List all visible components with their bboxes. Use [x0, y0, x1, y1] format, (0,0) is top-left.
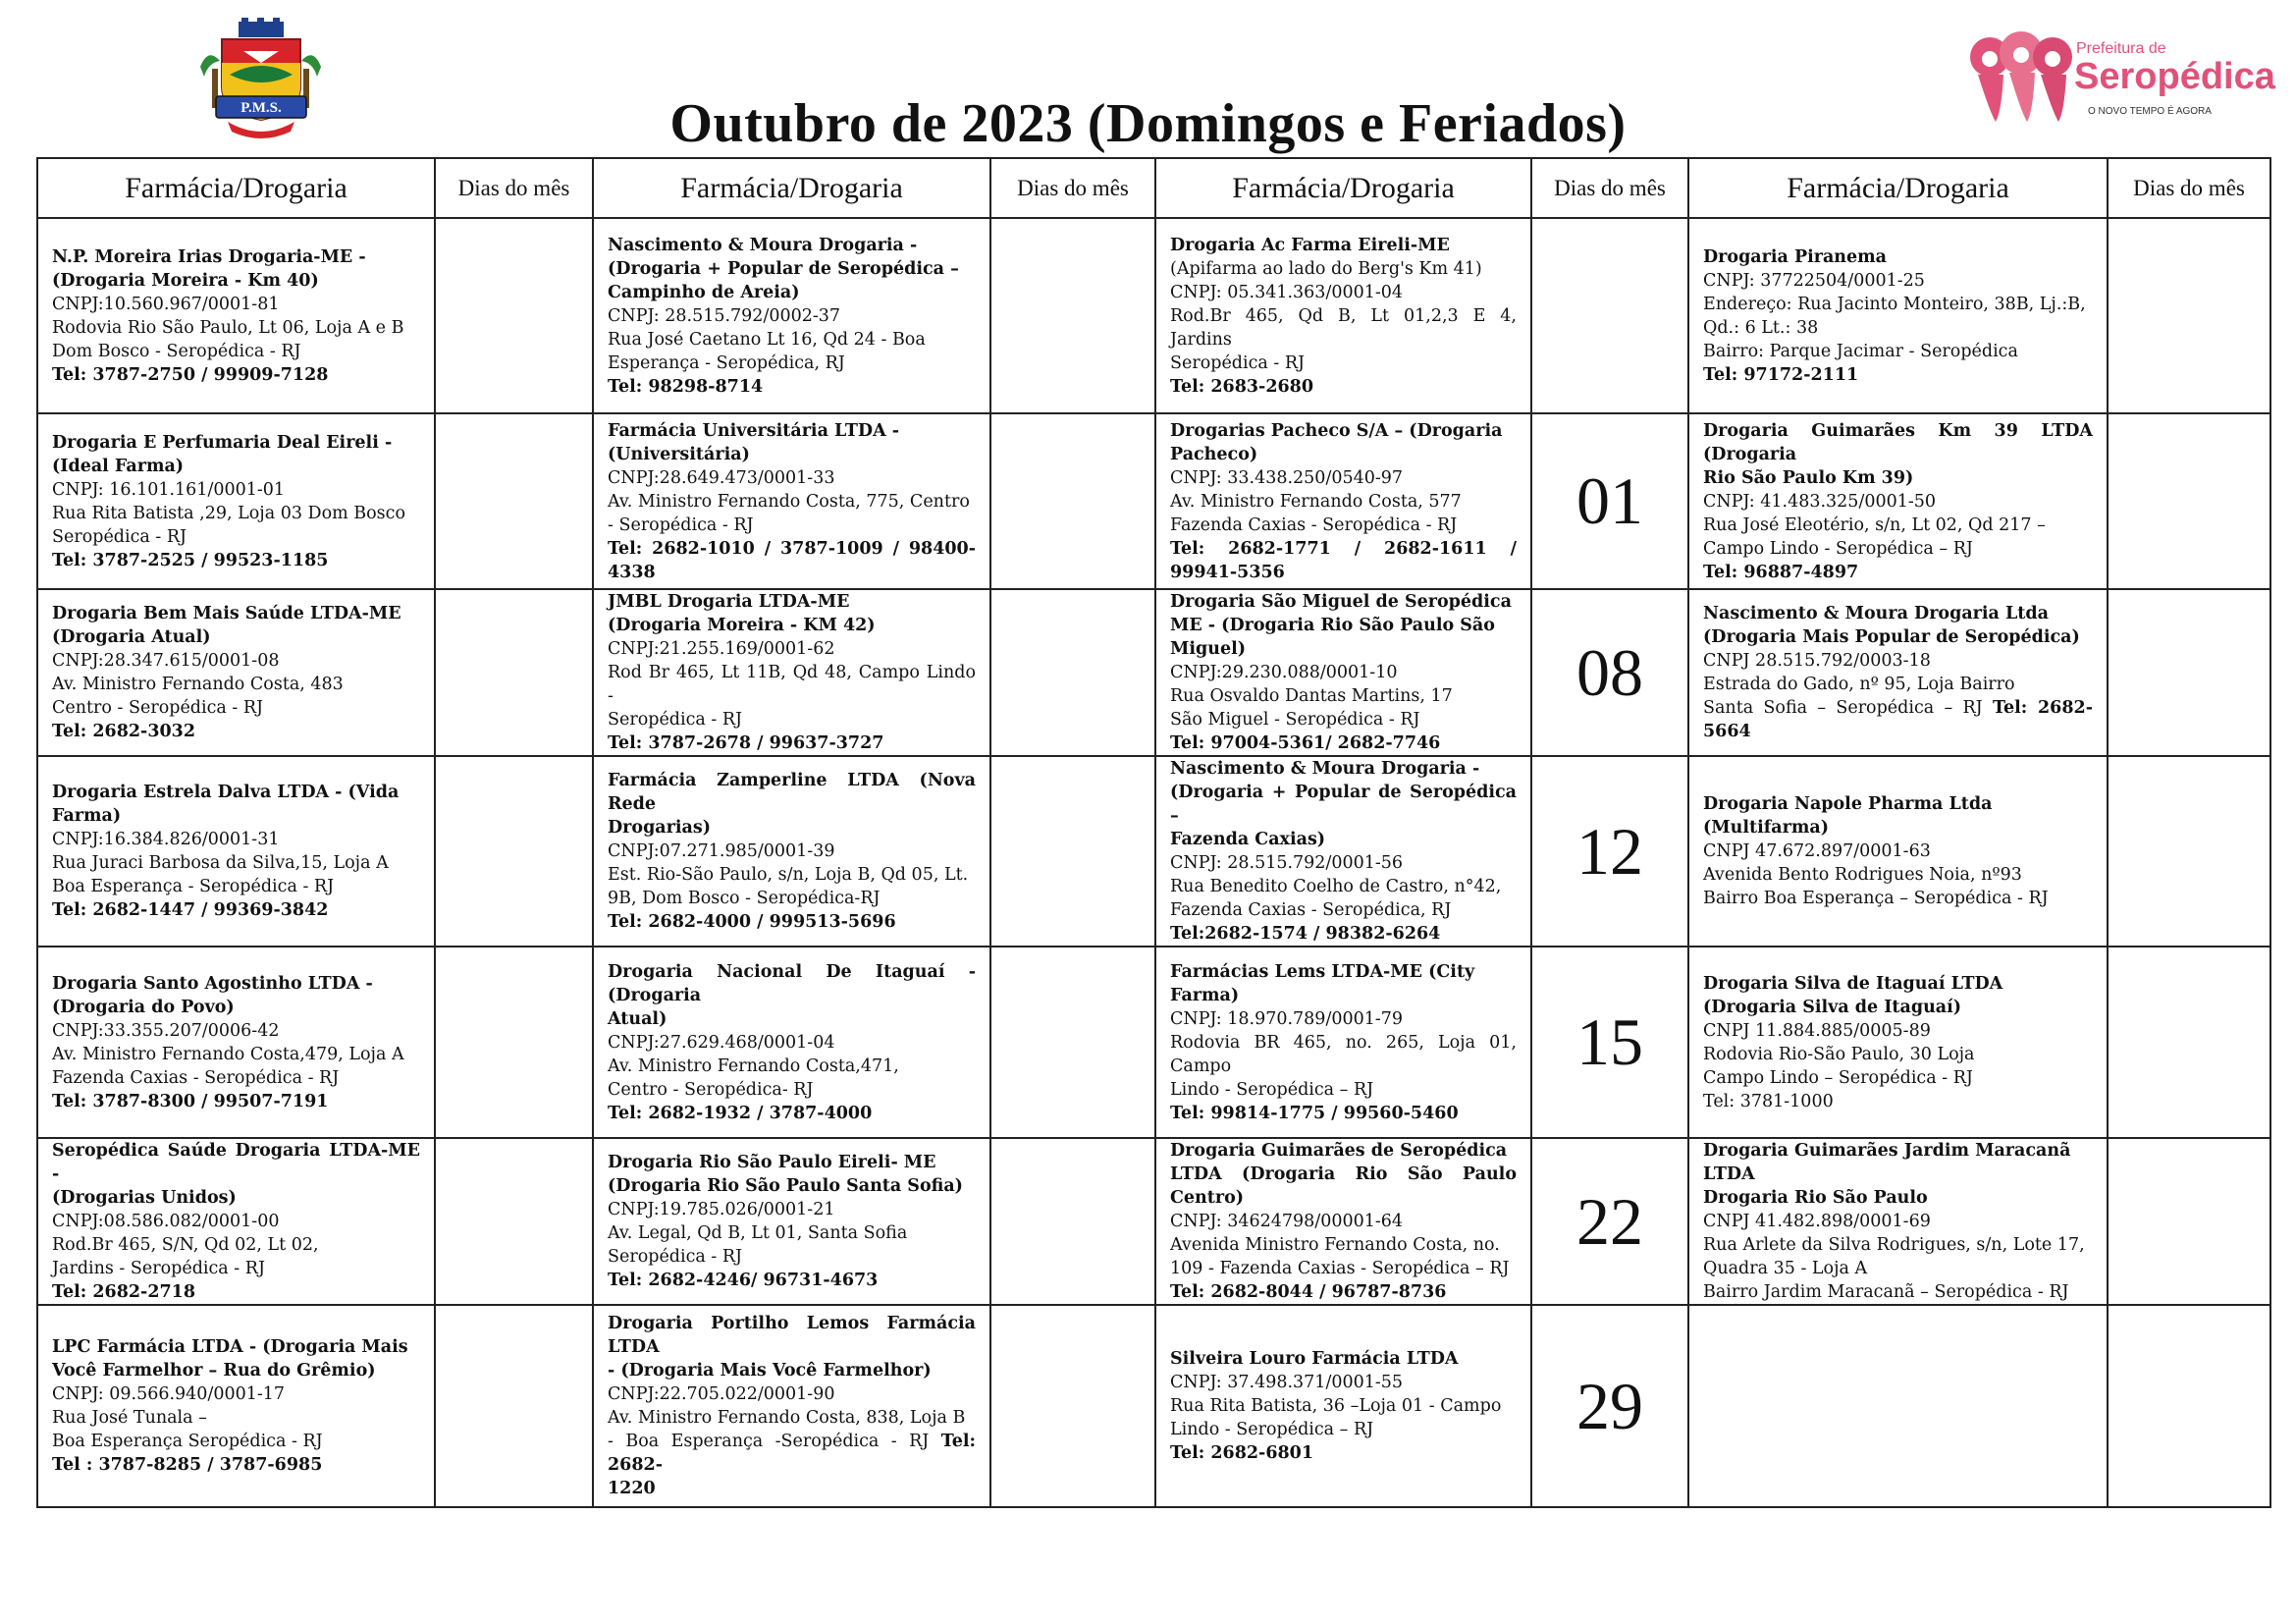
day-of-month-cell: 01 [1531, 413, 1688, 589]
pharmacy-info-line: CNPJ 28.515.792/0003-18 [1703, 651, 1931, 671]
pharmacy-info-line: Fazenda Caxias - Seropédica - RJ [1170, 514, 1458, 535]
pharmacy-info-line: Rod Br 465, Lt 11B, Qd 48, Campo Lindo - [608, 663, 976, 706]
pharmacy-info-line: CNPJ: 37.498.371/0001-55 [1170, 1373, 1404, 1392]
column-header-days: Dias do mês [1531, 158, 1688, 218]
pharmacy-info-line: CNPJ 11.884.885/0005-89 [1703, 1020, 1931, 1041]
pharmacy-name-line: (Ideal Farma) [52, 456, 185, 476]
pharmacy-phone: Tel: 2682-2718 [52, 1282, 196, 1302]
pharmacy-info-line: Rua Arlete da Silva Rodrigues, s/n, Lote 17, [1703, 1235, 2085, 1255]
pharmacy-phone: Tel: 98298-8714 [608, 376, 764, 397]
pharmacy-name-line: Drogarias Pacheco S/A – (Drogaria [1170, 420, 1503, 441]
day-of-month-cell [990, 947, 1155, 1138]
pharmacy-name-line: (Drogaria + Popular de Seropédica – [1170, 783, 1517, 826]
pharmacy-name-line: Drogaria Ac Farma Eireli-ME [1170, 235, 1450, 255]
pharmacy-address-text: Santa Sofia – Seropédica – RJ [1703, 698, 1983, 718]
pharmacy-name-line: - (Drogaria Mais Você Farmelhor) [608, 1361, 932, 1380]
day-of-month-cell: 08 [1531, 589, 1688, 756]
pharmacy-cell [593, 1138, 990, 1305]
pharmacy-name-line: Farmácias Lems LTDA-ME (City [1170, 961, 1475, 982]
pharmacy-name-line: Nascimento & Moura Drogaria Ltda [1703, 604, 2049, 623]
pharmacy-info-line: CNPJ:33.355.207/0006-42 [52, 1020, 280, 1041]
day-of-month-cell [435, 756, 593, 947]
pharmacy-name-line: Silveira Louro Farmácia LTDA [1170, 1349, 1459, 1369]
pharmacy-name-line: LPC Farmácia LTDA - (Drogaria Mais [52, 1337, 408, 1357]
pharmacy-phone: Tel: 97004-5361/ 2682-7746 [1170, 733, 1441, 753]
pharmacy-phone: Tel:2682-1574 / 98382-6264 [1170, 924, 1441, 944]
pharmacy-cell [37, 413, 435, 589]
pharmacy-name-line: (Drogaria Rio São Paulo Santa Sofia) [608, 1176, 963, 1196]
pharmacy-name-line: Nascimento & Moura Drogaria - [608, 235, 918, 255]
pharmacy-info-line: CNPJ:28.347.615/0001-08 [52, 651, 280, 671]
pharmacy-name-line: N.P. Moreira Irias Drogaria-ME - [52, 246, 366, 267]
pharmacy-name-line: Você Farmelhor – Rua do Grêmio) [52, 1361, 376, 1380]
pharmacy-schedule-table [36, 157, 2271, 1508]
table-row [37, 218, 2270, 413]
pharmacy-info-line: CNPJ:08.586.082/0001-00 [52, 1212, 280, 1231]
day-of-month-cell [2108, 589, 2270, 756]
pharmacy-name-line: Fazenda Caxias) [1170, 830, 1326, 849]
pharmacy-name-line: Drogaria Nacional De Itaguaí -(Drogaria [608, 961, 976, 1005]
page-title: Outubro de 2023 (Domingos e Feriados) [669, 93, 1627, 154]
pharmacy-info-line: Quadra 35 - Loja A [1703, 1259, 1868, 1278]
pharmacy-info-line: Rua Rita Batista ,29, Loja 03 Dom Bosco [52, 503, 405, 523]
pharmacy-info-line: Rod.Br 465, S/N, Qd 02, Lt 02, [52, 1235, 319, 1255]
day-of-month-cell: 12 [1531, 756, 1688, 947]
pharmacy-name-line: JMBL Drogaria LTDA-ME [608, 592, 850, 612]
pharmacy-info-line: Rua José Eleotério, s/n, Lt 02, Qd 217 – [1703, 514, 2046, 535]
pharmacy-info-line: Av. Ministro Fernando Costa,471, [608, 1056, 899, 1076]
pharmacy-info-line: CNPJ:22.705.022/0001-90 [608, 1384, 835, 1404]
pharmacy-name-line: Drogarias) [608, 818, 711, 838]
table-row [37, 1138, 2270, 1305]
pharmacy-info-line: Rua Benedito Coelho de Castro, n°42, [1170, 877, 1502, 896]
column-header-days: Dias do mês [2108, 158, 2270, 218]
pharmacy-info-line: CNPJ:28.649.473/0001-33 [608, 467, 835, 488]
day-of-month-cell [990, 1138, 1155, 1305]
pharmacy-info-line: Av. Ministro Fernando Costa, 838, Loja B [608, 1408, 966, 1428]
pharmacy-info-line [1703, 696, 2093, 743]
pharmacy-info-line: CNPJ:07.271.985/0001-39 [608, 841, 835, 861]
day-of-month-cell [2108, 413, 2270, 589]
pharmacy-address-text: - Boa Esperança -Seropédica - RJ [608, 1432, 930, 1451]
pharmacy-name-line: Drogaria Napole Pharma Ltda [1703, 794, 1993, 814]
pharmacy-info-line: Endereço: Rua Jacinto Monteiro, 38B, Lj.:B, [1703, 294, 2086, 314]
pharmacy-info-line: 109 - Fazenda Caxias - Seropédica – RJ [1170, 1259, 1510, 1278]
pharmacy-info-line [608, 1430, 976, 1477]
pharmacy-phone: Tel: 3787-8300 / 99507-7191 [52, 1091, 329, 1111]
pharmacy-cell [1688, 947, 2108, 1138]
day-of-month-cell: 29 [1531, 1305, 1688, 1507]
pharmacy-name-line: (Drogaria Moreira - KM 42) [608, 616, 876, 635]
day-of-month-cell: 15 [1531, 947, 1688, 1138]
pharmacy-cell [1688, 756, 2108, 947]
pharmacy-name-line: Farmácia Universitária LTDA - [608, 420, 900, 441]
pharmacy-cell [1688, 413, 2108, 589]
pharmacy-cell [37, 756, 435, 947]
pharmacy-info-line: Dom Bosco - Seropédica - RJ [52, 341, 301, 361]
pharmacy-info-line: CNPJ:29.230.088/0001-10 [1170, 663, 1398, 682]
pharmacy-name-line: Farma) [52, 806, 122, 826]
pharmacy-name-line: Drogaria Piranema [1703, 246, 1888, 267]
pharmacy-info-line: - Seropédica - RJ [608, 514, 754, 535]
day-of-month-cell [435, 1138, 593, 1305]
pharmacy-info-line: Av. Ministro Fernando Costa,479, Loja A [52, 1044, 404, 1064]
pharmacy-phone: Tel: 3787-2525 / 99523-1185 [52, 550, 329, 570]
pharmacy-info-line: Fazenda Caxias - Seropédica, RJ [1170, 900, 1452, 920]
pharmacy-info-line: (Apifarma ao lado do Berg's Km 41) [1170, 258, 1482, 279]
pharmacy-cell [37, 1138, 435, 1305]
pharmacy-info-line: CNPJ: 18.970.789/0001-79 [1170, 1008, 1404, 1029]
pharmacy-phone: Tel: 2682- [608, 1432, 976, 1475]
pharmacy-info-line: Rua José Tunala – [52, 1408, 207, 1428]
pharmacy-phone: Tel: 96887-4897 [1703, 562, 1859, 582]
pharmacy-name-line: Nascimento & Moura Drogaria - [1170, 759, 1480, 779]
pharmacy-info-line: CNPJ:27.629.468/0001-04 [608, 1032, 835, 1053]
pharmacy-phone: Tel: 2682-4246/ 96731-4673 [608, 1271, 879, 1290]
pharmacy-info-line: CNPJ 41.482.898/0001-69 [1703, 1212, 1931, 1231]
pharmacy-info-line: Lindo - Seropédica – RJ [1170, 1420, 1374, 1439]
pharmacy-name-line: (Drogaria + Popular de Seropédica – [608, 258, 959, 279]
pharmacy-cell [1688, 589, 2108, 756]
pharmacy-cell [1155, 413, 1531, 589]
pharmacy-name-line: Campinho de Areia) [608, 282, 800, 302]
day-of-month-cell [2108, 1138, 2270, 1305]
pharmacy-info-line: Boa Esperança - Seropédica - RJ [52, 877, 335, 896]
column-header-days: Dias do mês [990, 158, 1155, 218]
pharmacy-info-line: CNPJ:16.384.826/0001-31 [52, 830, 280, 849]
pharmacy-phone: Tel: 3787-2750 / 99909-7128 [52, 364, 329, 385]
pharmacy-info-line: Rua Osvaldo Dantas Martins, 17 [1170, 686, 1453, 706]
pharmacy-cell [593, 218, 990, 413]
pharmacy-cell [1155, 756, 1531, 947]
pharmacy-info-line: Seropédica - RJ [608, 1247, 743, 1267]
pharmacy-name-line: Drogaria Rio São Paulo [1703, 1188, 1928, 1208]
pharmacy-info-line: CNPJ: 28.515.792/0002-37 [608, 305, 841, 326]
pharmacy-info-line: Tel: 3781-1000 [1703, 1091, 1834, 1111]
pharmacy-phone: Tel: 2682-1447 / 99369-3842 [52, 900, 329, 920]
pharmacy-name-line: Drogaria Silva de Itaguaí LTDA [1703, 973, 2003, 994]
pharmacy-name-line: Farmácia Zamperline LTDA (Nova Rede [608, 771, 976, 814]
day-of-month-cell [990, 589, 1155, 756]
pharmacy-name-line: (Drogarias Unidos) [52, 1188, 237, 1208]
pharmacy-info-line: 9B, Dom Bosco - Seropédica-RJ [608, 889, 881, 908]
pharmacy-name-line: (Drogaria Mais Popular de Seropédica) [1703, 627, 2080, 647]
pharmacy-name-line: (Drogaria do Povo) [52, 997, 235, 1017]
logo-left-text: P.M.S. [240, 100, 282, 116]
pharmacy-phone: Tel: 2682-3032 [52, 722, 196, 741]
pharmacy-info-line: Lindo - Seropédica – RJ [1170, 1079, 1374, 1100]
pharmacy-info-line: Rodovia Rio-São Paulo, 30 Loja [1703, 1044, 1975, 1064]
pharmacy-info-line: Fazenda Caxias - Seropédica - RJ [52, 1067, 340, 1088]
pharmacy-name-line: Farma) [1170, 985, 1240, 1005]
pharmacy-phone: Tel: 2683-2680 [1170, 376, 1314, 397]
pharmacy-phone: Tel : 3787-8285 / 3787-6985 [52, 1455, 323, 1475]
pharmacy-cell [593, 589, 990, 756]
pharmacy-info-line: Qd.: 6 Lt.: 38 [1703, 317, 1819, 338]
pharmacy-phone: 1220 [608, 1479, 656, 1498]
pharmacy-info-line: Campo Lindo – Seropédica - RJ [1703, 1067, 1973, 1088]
pharmacy-info-line: São Miguel - Seropédica - RJ [1170, 710, 1420, 730]
day-of-month-cell [990, 756, 1155, 947]
pharmacy-name-line: Drogaria E Perfumaria Deal Eireli - [52, 432, 393, 453]
column-header-days: Dias do mês [435, 158, 593, 218]
pharmacy-info-line: Rodovia BR 465, no. 265, Loja 01, Campo [1170, 1032, 1517, 1076]
pharmacy-info-line: CNPJ 47.672.897/0001-63 [1703, 841, 1931, 861]
pharmacy-phone: Tel: 97172-2111 [1703, 364, 1859, 385]
pharmacy-phone: Tel: 2682-4000 / 999513-5696 [608, 912, 896, 932]
pharmacy-cell [1155, 1305, 1531, 1507]
day-of-month-cell [2108, 218, 2270, 413]
pharmacy-info-line: CNPJ: 28.515.792/0001-56 [1170, 853, 1404, 873]
pharmacy-phone: Tel: 2682-5664 [1703, 698, 2093, 741]
pharmacy-cell [1688, 1305, 2108, 1507]
pharmacy-cell [37, 218, 435, 413]
pharmacy-name-line: Drogaria Bem Mais Saúde LTDA-ME [52, 604, 401, 623]
table-row [37, 413, 2270, 589]
column-header-pharmacy: Farmácia/Drogaria [593, 158, 990, 218]
table-row [37, 589, 2270, 756]
pharmacy-name-line: (Multifarma) [1703, 818, 1829, 838]
pharmacy-cell [593, 947, 990, 1138]
pharmacy-info-line: CNPJ:10.560.967/0001-81 [52, 294, 280, 314]
pharmacy-info-line: Av. Ministro Fernando Costa, 775, Centro [608, 491, 970, 512]
day-of-month-cell [435, 947, 593, 1138]
column-header-pharmacy: Farmácia/Drogaria [37, 158, 435, 218]
table-row [37, 947, 2270, 1138]
pharmacy-info-line: CNPJ: 05.341.363/0001-04 [1170, 282, 1404, 302]
pharmacy-info-line: Bairro Jardim Maracanã – Seropédica - RJ [1703, 1282, 2069, 1302]
day-of-month-cell [990, 413, 1155, 589]
day-of-month-cell: 22 [1531, 1138, 1688, 1305]
pharmacy-phone: Tel: 2682-1010 / 3787-1009 / 98400-4338 [608, 538, 976, 582]
day-of-month-cell [435, 589, 593, 756]
pharmacy-name-line: Seropédica Saúde Drogaria LTDA-ME - [52, 1141, 420, 1184]
pharmacy-name-line: (Drogaria Moreira - Km 40) [52, 270, 319, 291]
pharmacy-info-line: Jardins - Seropédica - RJ [52, 1259, 265, 1278]
day-of-month-cell [990, 1305, 1155, 1507]
pharmacy-phone: Tel: 2682-8044 / 96787-8736 [1170, 1282, 1447, 1302]
pharmacy-info-line: Rod.Br 465, Qd B, Lt 01,2,3 E 4, Jardins [1170, 305, 1517, 350]
table-row [37, 756, 2270, 947]
pharmacy-info-line: Bairro Boa Esperança – Seropédica - RJ [1703, 889, 2049, 908]
pharmacy-name-line: ME - (Drogaria Rio São Paulo São [1170, 616, 1495, 635]
day-of-month-cell [435, 413, 593, 589]
pharmacy-info-line: Est. Rio-São Paulo, s/n, Loja B, Qd 05, Lt. [608, 865, 969, 885]
pharmacy-info-line: Esperança - Seropédica, RJ [608, 352, 845, 373]
pharmacy-cell [1688, 1138, 2108, 1305]
pharmacy-info-line: Avenida Ministro Fernando Costa, no. [1170, 1235, 1500, 1255]
day-of-month-cell [1531, 218, 1688, 413]
day-of-month-cell [2108, 947, 2270, 1138]
pharmacy-info-line: CNPJ: 33.438.250/0540-97 [1170, 467, 1404, 488]
pharmacy-name-line: (Drogaria Atual) [52, 627, 211, 647]
pharmacy-cell [593, 756, 990, 947]
pharmacy-cell [593, 413, 990, 589]
pharmacy-info-line: CNPJ: 34624798/00001-64 [1170, 1212, 1404, 1231]
pharmacy-info-line: Rua José Caetano Lt 16, Qd 24 - Boa [608, 329, 926, 350]
pharmacy-info-line: Av. Legal, Qd B, Lt 01, Santa Sofia [608, 1223, 908, 1243]
pharmacy-info-line: CNPJ: 16.101.161/0001-01 [52, 479, 286, 500]
pharmacy-info-line: Rua Rita Batista, 36 –Loja 01 - Campo [1170, 1396, 1502, 1416]
pharmacy-cell [1155, 1138, 1531, 1305]
day-of-month-cell [435, 218, 593, 413]
column-header-pharmacy: Farmácia/Drogaria [1688, 158, 2108, 218]
pharmacy-name-line: Drogaria Estrela Dalva LTDA - (Vida [52, 783, 400, 802]
pharmacy-name-line: Atual) [608, 1008, 667, 1029]
pharmacy-info-line: Seropédica - RJ [52, 526, 187, 547]
pharmacy-cell [1155, 947, 1531, 1138]
pharmacy-info-line: Estrada do Gado, nº 95, Loja Bairro [1703, 675, 2015, 694]
pharmacy-info-line: Centro - Seropédica- RJ [608, 1079, 814, 1100]
pharmacy-info-line: Avenida Bento Rodrigues Noia, nº93 [1703, 865, 2022, 885]
day-of-month-cell [2108, 756, 2270, 947]
pharmacy-phone: Tel: 2682-6801 [1170, 1443, 1314, 1463]
pharmacy-cell [37, 947, 435, 1138]
header-row [37, 158, 2270, 218]
pharmacy-info-line: CNPJ:21.255.169/0001-62 [608, 639, 835, 659]
pharmacy-name-line: Drogaria Guimarães Km 39 LTDA (Drogaria [1703, 420, 2093, 464]
day-of-month-cell [2108, 1305, 2270, 1507]
day-of-month-cell [435, 1305, 593, 1507]
pharmacy-name-line: Drogaria São Miguel de Seropédica [1170, 592, 1512, 612]
pharmacy-info-line: Boa Esperança Seropédica - RJ [52, 1432, 323, 1451]
pharmacy-info-line: CNPJ: 09.566.940/0001-17 [52, 1384, 286, 1404]
logo-right-line2: Seropédica [2074, 56, 2275, 97]
pharmacy-cell [593, 1305, 990, 1507]
pharmacy-name-line: LTDA (Drogaria Rio São Paulo Centro) [1170, 1164, 1517, 1208]
pharmacy-info-line: Rodovia Rio São Paulo, Lt 06, Loja A e B [52, 317, 404, 338]
pharmacy-info-line: Centro - Seropédica - RJ [52, 698, 264, 718]
pharmacy-cell [1688, 218, 2108, 413]
pharmacy-name-line: (Drogaria Silva de Itaguaí) [1703, 997, 1962, 1017]
pharmacy-name-line: Drogaria Santo Agostinho LTDA - [52, 973, 373, 994]
day-of-month-cell [990, 218, 1155, 413]
pharmacy-name-line: (Universitária) [608, 444, 750, 464]
pharmacy-phone: Tel: 99814-1775 / 99560-5460 [1170, 1103, 1459, 1123]
column-header-pharmacy: Farmácia/Drogaria [1155, 158, 1531, 218]
pharmacy-info-line: Bairro: Parque Jacimar - Seropédica [1703, 341, 2018, 361]
pharmacy-phone: Tel: 2682-1771 / 2682-1611 / 99941-5356 [1170, 538, 1517, 582]
pharmacy-info-line: Av. Ministro Fernando Costa, 577 [1170, 491, 1462, 512]
table-row [37, 1305, 2270, 1507]
pharmacy-info-line: CNPJ:19.785.026/0001-21 [608, 1200, 835, 1219]
pharmacy-name-line: Drogaria Portilho Lemos Farmácia LTDA [608, 1314, 976, 1357]
pharmacy-name-line: Drogaria Guimarães de Seropédica [1170, 1141, 1508, 1161]
pharmacy-name-line: Rio São Paulo Km 39) [1703, 467, 1914, 488]
logo-right-tagline: O NOVO TEMPO É AGORA [2088, 106, 2212, 117]
pharmacy-info-line: Rua Juraci Barbosa da Silva,15, Loja A [52, 853, 389, 873]
pharmacy-phone: Tel: 3787-2678 / 99637-3727 [608, 733, 884, 753]
pharmacy-info-line: CNPJ: 37722504/0001-25 [1703, 270, 1925, 291]
pharmacy-name-line: Miguel) [1170, 639, 1247, 659]
pharmacy-cell [1155, 218, 1531, 413]
pharmacy-cell [37, 1305, 435, 1507]
pharmacy-info-line: Seropédica - RJ [1170, 352, 1306, 373]
pharmacy-name-line: Drogaria Rio São Paulo Eireli- ME [608, 1153, 936, 1172]
pharmacy-cell [1155, 589, 1531, 756]
pharmacy-phone: Tel: 2682-1932 / 3787-4000 [608, 1103, 873, 1123]
logo-right-line1: Prefeitura de [2076, 40, 2166, 57]
pharmacy-info-line: Av. Ministro Fernando Costa, 483 [52, 675, 344, 694]
pharmacy-name-line: LTDA [1703, 1164, 1755, 1184]
pharmacy-info-line: Seropédica - RJ [608, 710, 743, 730]
pharmacy-info-line: Campo Lindo - Seropédica – RJ [1703, 538, 1973, 559]
pharmacy-name-line: Drogaria Guimarães Jardim Maracanã [1703, 1141, 2071, 1161]
pharmacy-info-line: CNPJ: 41.483.325/0001-50 [1703, 491, 1937, 512]
pharmacy-cell [37, 589, 435, 756]
pharmacy-name-line: Pacheco) [1170, 444, 1258, 464]
